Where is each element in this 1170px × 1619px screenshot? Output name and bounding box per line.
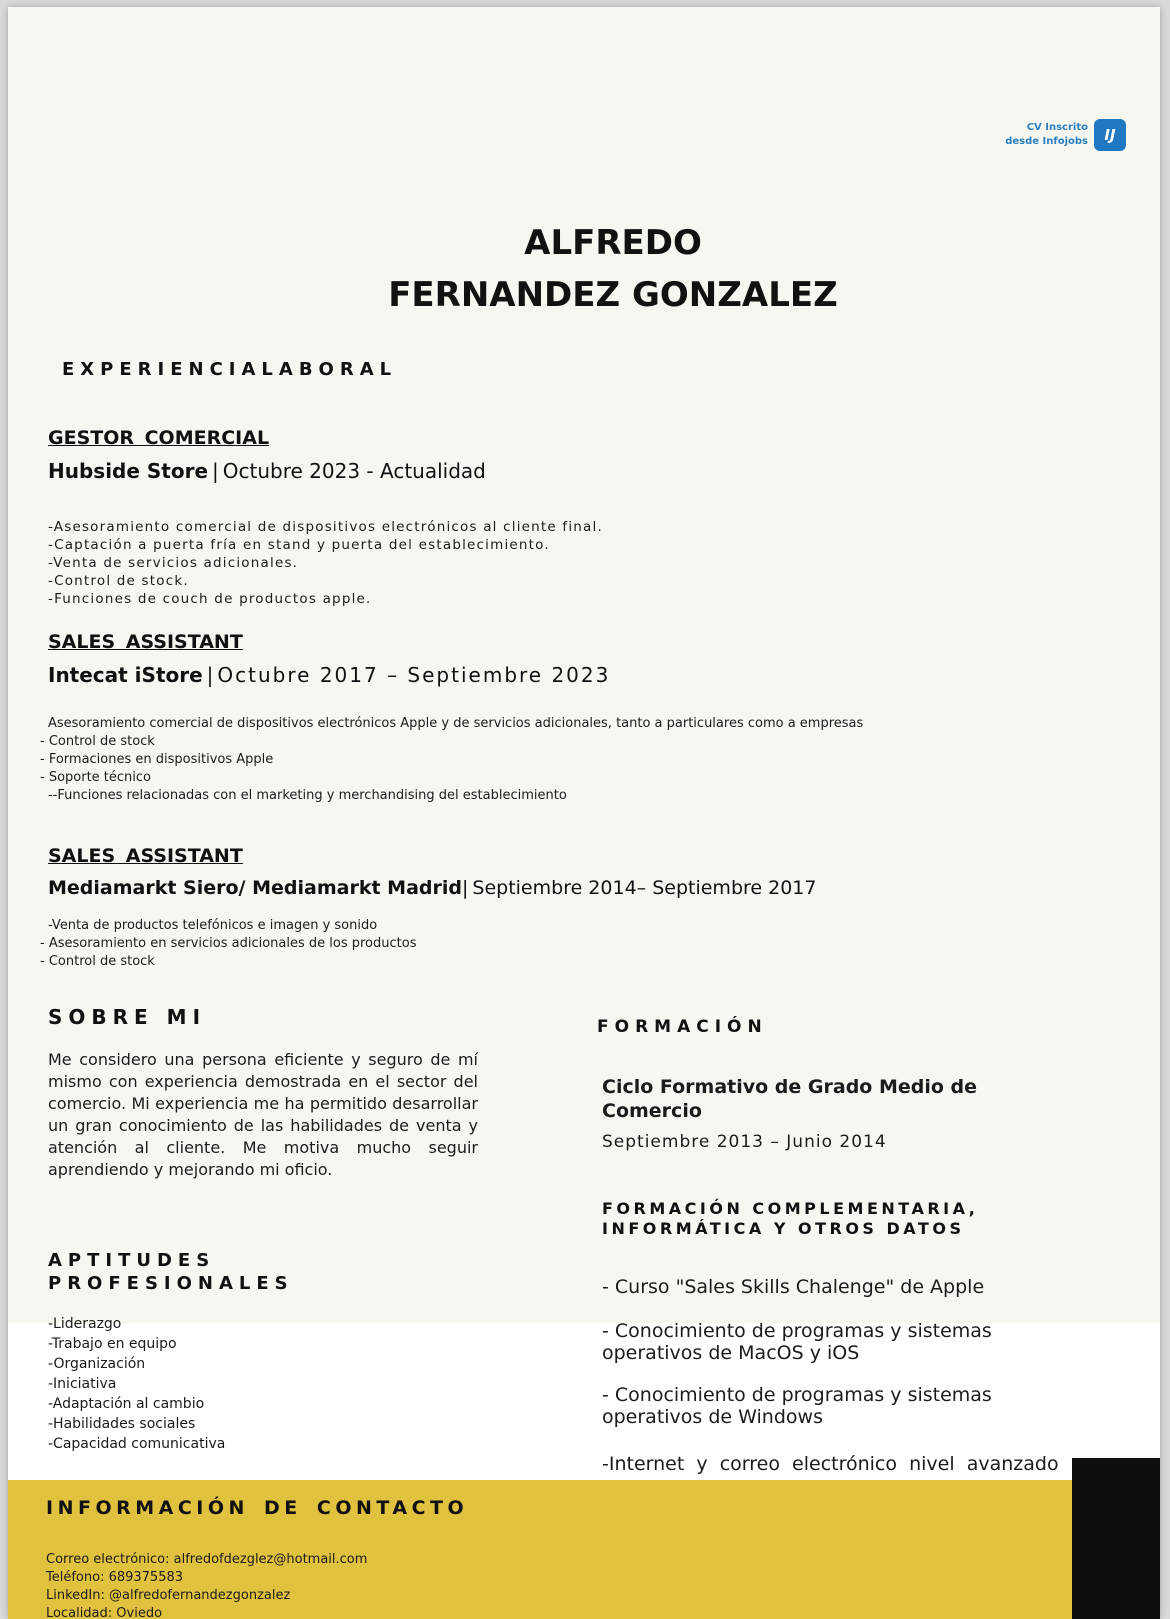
job-dates: Septiembre 2014– Septiembre 2017 [472,877,817,899]
extra-heading-line-2: INFORMÁTICA Y OTROS DATOS [602,1219,965,1238]
extra-item: - Conocimiento de programas y sistemas operativos de Windows [602,1384,992,1428]
contact-location: Localidad: Oviedo [46,1606,163,1619]
contact-list [46,1551,367,1619]
education-title: Ciclo Formativo de Grado Medio de Comercio [602,1076,978,1122]
job-separator: | [212,459,219,483]
extra-item: - Conocimiento de programas y sistemas operativos de MacOS y iOS [602,1320,992,1364]
job-title: SALES ASSISTANT [48,631,243,653]
list-item: -Asesoramiento comercial de dispositivos electrónicos al cliente final. [48,519,603,535]
cv-page [8,7,1160,1619]
skills-heading-line-2: PROFESIONALES [48,1273,294,1294]
education-heading: FORMACIÓN [597,1017,768,1037]
contact-linkedin[interactable]: LinkedIn: @alfredofernandezgonzalez [46,1588,291,1603]
list-item: Asesoramiento comercial de dispositivos electrónicos Apple y de servicios adicionales, tanto a particulares como a empresas [48,716,864,731]
skills-heading-line-1: APTITUDES [48,1250,216,1271]
list-item: -Control de stock. [48,573,189,589]
job-company-line [48,459,486,483]
extra-heading-line-1: FORMACIÓN COMPLEMENTARIA, [602,1199,979,1218]
list-item: -Captación a puerta fría en stand y puerta del establecimiento. [48,537,550,553]
badge-text [1005,121,1088,149]
job-bullets [40,917,416,971]
job-bullets [40,715,863,805]
contact-phone[interactable]: Teléfono: 689375583 [46,1570,184,1585]
list-item: -Iniciativa [48,1376,117,1392]
job-dates: Octubre 2017 – Septiembre 2023 [217,663,611,687]
badge-line-1: CV Inscrito [1026,122,1088,133]
skills-list [48,1314,225,1454]
job-title: SALES ASSISTANT [48,845,243,867]
decorative-block [1072,1458,1160,1619]
job-company: Hubside Store [48,459,209,483]
infojobs-logo-icon: IJ [1094,119,1126,151]
infojobs-badge[interactable] [1005,119,1126,151]
about-text: Me considero una persona eficiente y seguro de mí mismo con experiencia demostrada en el sector del comercio. Mi experiencia me ha permitido desarrollar un gran conocimiento de las habilidades de venta y atención al cliente. Me motiva mucho seguir aprendiendo y mejorando mi oficio. [48,1050,478,1179]
list-item: -Capacidad comunicativa [48,1436,226,1452]
extra-item: -Internet y correo electrónico nivel avanzado [602,1453,1059,1475]
list-item: - Control de stock [40,954,155,969]
job-bullets [48,518,603,608]
extra-item: - Curso "Sales Skills Chalenge" de Apple [602,1276,985,1298]
about-heading: SOBRE MI [48,1005,207,1029]
candidate-name [8,217,1160,321]
job-separator: | [206,663,214,687]
list-item: --Funciones relacionadas con el marketing y merchandising del establecimiento [48,788,567,803]
list-item: -Trabajo en equipo [48,1336,177,1352]
list-item: - Formaciones en dispositivos Apple [40,752,274,767]
list-item: -Venta de productos telefónicos e imagen y sonido [48,918,378,933]
job-company: Mediamarkt Siero/ Mediamarkt Madrid [48,877,462,899]
experience-heading: EXPERIENCIALABORAL [62,359,398,380]
list-item: -Habilidades sociales [48,1416,196,1432]
first-name: ALFREDO [524,223,702,263]
job-title: GESTOR COMERCIAL [48,427,270,449]
last-name: FERNANDEZ GONZALEZ [388,275,838,315]
list-item: -Adaptación al cambio [48,1396,205,1412]
job-separator: | [461,877,469,899]
education-dates: Septiembre 2013 – Junio 2014 [602,1132,887,1152]
list-item: - Control de stock [40,734,155,749]
job-company-line [48,877,816,899]
job-company: Intecat iStore [48,663,203,687]
job-dates: Octubre 2023 - Actualidad [222,459,486,483]
list-item: -Liderazgo [48,1316,122,1332]
contact-heading: INFORMACIÓN DE CONTACTO [46,1497,469,1519]
list-item: -Organización [48,1356,146,1372]
list-item: - Asesoramiento en servicios adicionales de los productos [40,936,417,951]
skills-heading [48,1249,294,1295]
list-item: -Venta de servicios adicionales. [48,555,299,571]
list-item: - Soporte técnico [40,770,152,785]
job-company-line [48,663,610,687]
badge-line-2: desde Infojobs [1005,136,1088,147]
list-item: -Funciones de couch de productos apple. [48,591,372,607]
contact-email[interactable]: Correo electrónico: alfredofdezglez@hotmail.com [46,1552,368,1567]
extra-heading [602,1199,978,1239]
